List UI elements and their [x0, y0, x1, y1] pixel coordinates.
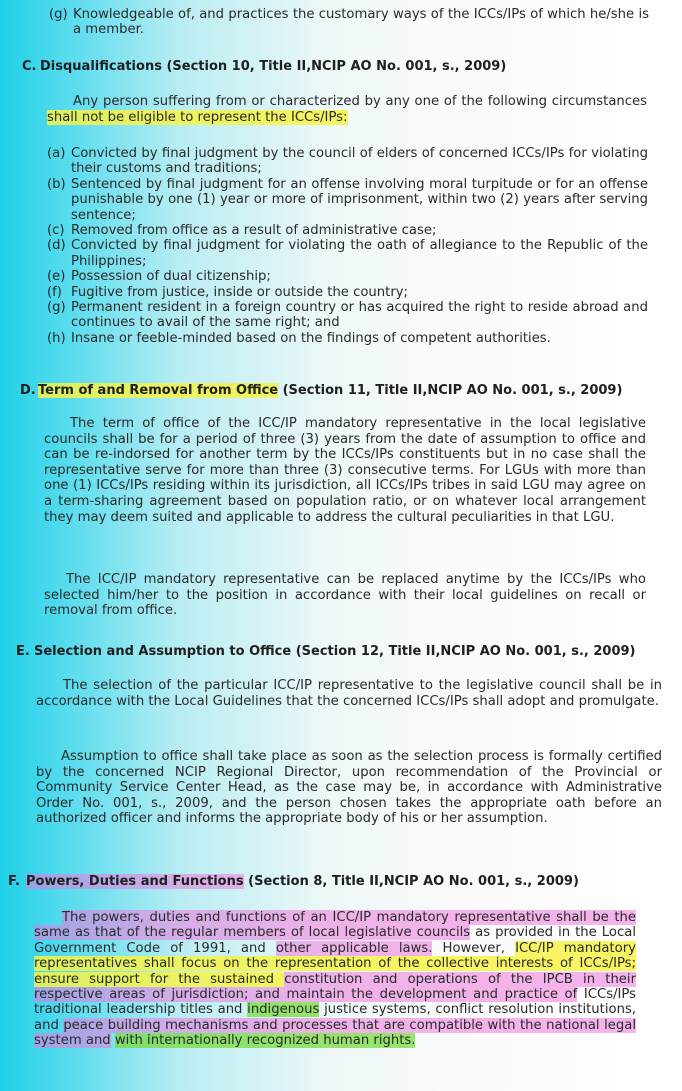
item-marker: (f) [47, 284, 62, 300]
list-item [47, 177, 648, 223]
item-text: Permanent resident in a foreign country or has acquired the right to reside abroad and continues to avail of the same right; and [71, 300, 648, 331]
item-text: Possession of dual citizenship; [71, 269, 271, 285]
list-item [47, 269, 648, 284]
item-text: Convicted by final judgment for violating the oath of allegiance to the Republic of the Philippines; [71, 238, 648, 269]
text-run: other applicable laws. [275, 940, 433, 956]
section-title: Selection and Assumption to Office (Section 12, Title II,NCIP AO No. 001, s., 2009) [34, 644, 636, 659]
section-d-para-1: The term of office of the ICC/IP mandatory representative in the local legislative councils shall be for a period of three (3) years from the date of assumption to office and can be re-indorsed for another term by the ICCs/IPs constituents but in no case shall the representative serve for more than three (3) consecutive terms. For LGUs with more than one (1) ICCs/IPs residing within its jurisdiction, all ICCs/IPs tribes in said LGU may agree on a term-sharing agreement based on population ratio, or on whatever local arrangement they may deem suited and applicable to address the cultural peculiarities in that LGU. [44, 416, 646, 525]
list-item [49, 7, 649, 38]
item-text: Fugitive from justice, inside or outside the country; [71, 284, 408, 300]
text-run: justice systems, conflict resolution institutions, and [34, 1002, 636, 1033]
list-item [47, 300, 648, 331]
section-letter: F. [8, 874, 20, 889]
intro-text: Any person suffering from or characterized by any one of the following circumstances [73, 94, 647, 109]
item-text: Convicted by final judgment by the council of elders of concerned ICCs/IPs for violating their customs and traditions; [71, 146, 648, 177]
section-d-para-2: The ICC/IP mandatory representative can be replaced anytime by the ICCs/IPs who selected him/her to the position in accordance with their local guidelines on recall or removal from office. [44, 572, 646, 619]
text-run: The powers, duties and functions of an ICC/IP mandatory representative shall be the same as that of the regular members of local legislative councils [34, 910, 636, 941]
list-item [47, 331, 648, 346]
text-run: constitution and operations of the IPCB in their respective areas of jurisdiction; and maintain the development and practice of [34, 971, 636, 1003]
item-marker: (e) [47, 269, 66, 285]
item-marker: (h) [47, 330, 66, 346]
list-item [47, 146, 648, 177]
section-f-para [34, 910, 636, 1049]
text-run: indigenous [247, 1002, 320, 1018]
item-marker: (d) [47, 238, 66, 254]
section-c-intro [47, 94, 647, 125]
section-title: Disqualifications (Section 10, Title II,NCIP AO No. 001, s., 2009) [40, 59, 507, 74]
intro-highlight: shall not be eligible to represent the ICCs/IPs: [47, 109, 348, 125]
text-run: with internationally recognized human rights. [114, 1033, 416, 1049]
section-title: (Section 8, Title II,NCIP AO No. 001, s., 2009) [243, 874, 579, 889]
section-letter: D. [20, 383, 36, 398]
list-item [47, 223, 648, 238]
section-title-highlight: Term of and Removal from Office [38, 383, 279, 398]
disqualification-list [47, 146, 648, 346]
section-d-heading [20, 383, 622, 398]
section-e-heading [16, 644, 636, 659]
text-run: However, [432, 940, 516, 956]
list-item [47, 285, 648, 300]
section-e-para-2: Assumption to office shall take place as soon as the selection process is formally certified by the concerned NCIP Regional Director, upon recommendation of the Provincial or Community Service Center Head, as the case may be, in accordance with Administrative Order No. 001, s., 2009, and the person chosen takes the appropriate oath before an authorized officer and informs the appropriate body of his or her assumption. [36, 749, 662, 827]
section-title: (Section 11, Title II,NCIP AO No. 001, s., 2009) [278, 383, 623, 398]
item-marker: (a) [47, 146, 66, 161]
text-run: ICC/IP mandatory representatives shall focus on the representation of the collective interests of ICCs/IPs; ensure support for the sustained [34, 940, 636, 987]
section-letter: C. [22, 59, 37, 74]
item-marker: (b) [47, 176, 66, 192]
item-text: Sentenced by final judgment for an offense involving moral turpitude or for an offense punishable by one (1) year or more of imprisonment, within two (2) years after serving sentence; [71, 176, 648, 223]
item-marker: (c) [47, 223, 65, 239]
item-text: Knowledgeable of, and practices the customary ways of the ICCs/IPs of which he/she is a member. [73, 7, 649, 38]
section-c-heading [22, 59, 506, 74]
item-marker: (g) [49, 7, 68, 22]
section-title-highlight: Powers, Duties and Functions [26, 874, 244, 889]
item-text: Insane or feeble-minded based on the findings of competent authorities. [71, 330, 551, 346]
item-marker: (g) [47, 300, 66, 316]
section-letter: E. [16, 644, 30, 659]
text-run: peace building mechanisms and processes that are compatible with the national legal system and [34, 1017, 636, 1049]
section-f-heading [8, 874, 579, 889]
item-text: Removed from office as a result of administrative case; [71, 223, 437, 239]
text-run: as provided in the Local Government Code of 1991, and [34, 925, 636, 956]
section-e-para-1: The selection of the particular ICC/IP representative to the legislative council shall be in accordance with the Local Guidelines that the concerned ICCs/IPs shall adopt and promulgate. [36, 678, 662, 709]
top-item-list [49, 7, 649, 38]
list-item [47, 238, 648, 269]
text-run: ICCs/IPs traditional leadership titles and [34, 987, 637, 1018]
